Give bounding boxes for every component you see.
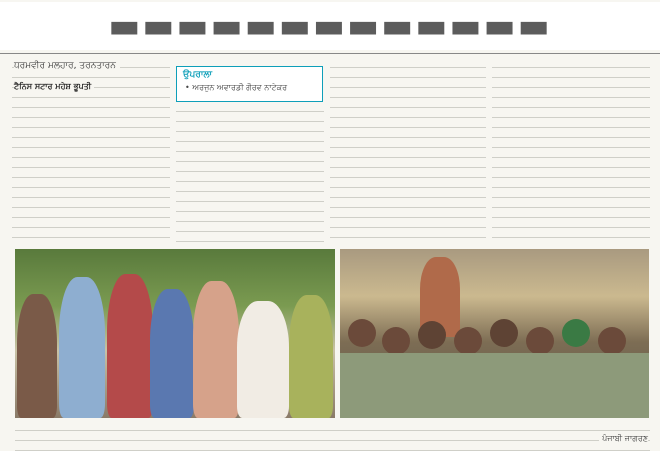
child <box>382 327 410 355</box>
child <box>598 327 626 355</box>
lead-text: ਟੈਨਿਸ ਸਟਾਰ ਮਹੇਸ਼ ਭੂਪਤੀ <box>14 82 94 92</box>
person <box>289 295 333 418</box>
photo-caption <box>15 421 650 451</box>
person <box>237 301 289 418</box>
child <box>562 319 590 347</box>
photo-schoolchildren <box>340 249 649 418</box>
boxed-title: ਉਪਰਾਲਾ <box>183 70 213 80</box>
divider <box>0 53 660 54</box>
child <box>526 327 554 355</box>
byline: ਧਰਮਵੀਰ ਮਲਹਾਰ, ਤਰਨਤਾਰਨ <box>14 61 120 71</box>
person <box>59 277 105 418</box>
child <box>418 321 446 349</box>
uniforms <box>340 353 649 418</box>
boxed-subtitle: • ਅਰਜੁਨ ਅਵਾਰਡੀ ਗੌਰਵ ਨਾਟੇਕਰ <box>185 83 288 92</box>
text-column-4 <box>492 58 650 243</box>
credit-line: ਪੰਜਾਬੀ ਜਾਗਰਣ <box>599 434 648 444</box>
person <box>107 274 153 418</box>
person <box>150 289 194 418</box>
child <box>454 327 482 355</box>
text-column-3 <box>330 58 486 243</box>
child <box>348 319 376 347</box>
text-column-2 <box>176 102 324 243</box>
headline-banner: ▬▬▬▬▬▬▬▬▬▬▬▬▬ <box>0 2 660 50</box>
person <box>193 281 239 418</box>
photo-group-adults <box>15 249 335 418</box>
boxed-highlight <box>176 66 323 102</box>
child <box>490 319 518 347</box>
person <box>17 294 57 418</box>
